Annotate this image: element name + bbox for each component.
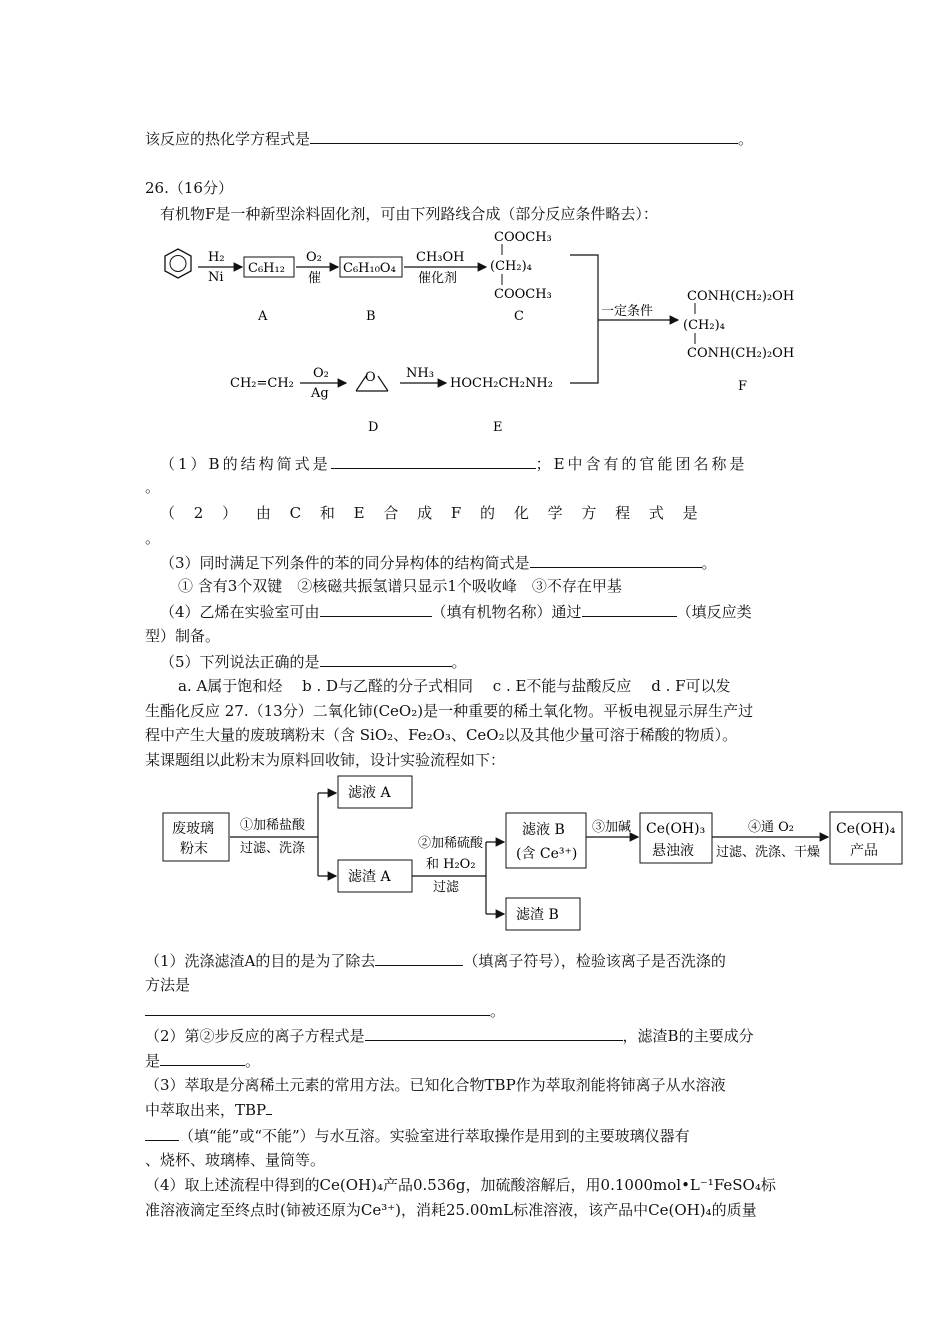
- q27-part3-line3: [145, 1125, 690, 1146]
- process-flow-diagram: [150, 770, 910, 940]
- q27-part1: [145, 950, 726, 971]
- question-text: （1）洗涤滤渣A的目的是为了除去: [145, 952, 376, 970]
- label-d: D: [368, 420, 379, 435]
- reagent-o2: O₂: [306, 250, 322, 265]
- reagent-nh3: NH₃: [406, 366, 434, 381]
- punct: 。: [738, 130, 754, 148]
- q26-options: a. A属于饱和烃 b . D与乙醛的分子式相同 c . E不能与盐酸反应 d . F可以发: [178, 677, 731, 695]
- punct: 。: [145, 529, 161, 547]
- question-text: （1）B的结构简式是: [160, 455, 331, 473]
- reagent-ch3oh: CH₃OH: [416, 250, 465, 265]
- label-b: B: [366, 309, 376, 324]
- epoxide-o-atom: O: [365, 370, 376, 385]
- question-text: ，滤渣B的主要成分: [622, 1027, 754, 1045]
- answer-blank[interactable]: [145, 1000, 490, 1016]
- punct: 。: [451, 653, 467, 671]
- compound-b-formula: C₆H₁₀O₄: [343, 261, 396, 276]
- filtrate-b-note: (含 Ce³⁺): [516, 846, 578, 862]
- compound-f-bot: CONH(CH₂)₂OH: [687, 346, 795, 361]
- q27-part2: [145, 1025, 754, 1046]
- label-e: E: [493, 420, 503, 435]
- answer-blank[interactable]: [310, 128, 738, 144]
- answer-blank[interactable]: [530, 552, 702, 568]
- residue-b-label: 滤渣 B: [516, 907, 559, 923]
- step3-reagent: ③加碱: [592, 820, 632, 835]
- question-text: （5）下列说法正确的是: [160, 653, 320, 671]
- answer-blank[interactable]: [582, 601, 677, 617]
- step2-reagent-2: 和 H₂O₂: [426, 857, 476, 872]
- answer-blank[interactable]: [266, 1099, 272, 1115]
- question-text: （2）第②步反应的离子方程式是: [145, 1027, 365, 1045]
- step2-reagent: ②加稀硫酸: [418, 836, 484, 851]
- synthesis-scheme: [150, 225, 830, 440]
- thermo-equation-line: [145, 128, 753, 149]
- step2-operation: 过滤: [433, 880, 460, 895]
- question-text: （4）乙烯在实验室可由: [160, 603, 320, 621]
- reagent-o2-2: O₂: [313, 366, 329, 381]
- punct: 。: [245, 1052, 261, 1070]
- punct: 。: [490, 1002, 506, 1020]
- punct: 。: [145, 478, 161, 496]
- q27-part3-line1: （3）萃取是分离稀土元素的常用方法。已知化合物TBP作为萃取剂能将铈离子从水溶液: [145, 1076, 726, 1094]
- q26-header: 26.（16分）: [145, 179, 233, 197]
- punct: 。: [701, 554, 717, 572]
- waste-label-2: 粉末: [180, 841, 208, 857]
- answer-blank[interactable]: [160, 1050, 245, 1066]
- reagent-ni: Ni: [208, 270, 224, 285]
- q27-part3-line2: [145, 1099, 272, 1120]
- question-text: （填反应类: [676, 603, 752, 621]
- q27-intro-line2: 程中产生大量的废玻璃粉末（含 SiO₂、Fe₂O₃、CeO₂以及其他少量可溶于稀酸的物质）。: [145, 726, 738, 744]
- question-text: 该反应的热化学方程式是: [145, 130, 311, 148]
- answer-blank[interactable]: [331, 453, 536, 469]
- compound-c-mid: (CH₂)₄: [490, 259, 532, 274]
- compound-f-mid: (CH₂)₄: [683, 318, 725, 333]
- reagent-catalyst: 催化剂: [418, 271, 458, 286]
- residue-a-label: 滤渣 A: [348, 869, 391, 885]
- compound-a-formula: C₆H₁₂: [248, 261, 285, 276]
- product-formula: Ce(OH)₄: [836, 821, 896, 837]
- q26-part2: （ 2 ） 由 C 和 E 合 成 F 的 化 学 方 程 式 是: [160, 504, 700, 522]
- q26-part3: [160, 552, 717, 573]
- label-c: C: [514, 309, 524, 324]
- question-text: （填有机物名称）通过: [431, 603, 582, 621]
- q26-intro: 有机物F是一种新型涂料固化剂，可由下列路线合成（部分反应条件略去）：: [160, 205, 658, 223]
- merge-bracket: [570, 255, 598, 383]
- product-label: 产品: [850, 843, 878, 859]
- reagent-ag: Ag: [311, 386, 329, 401]
- reaction-condition: 一定条件: [601, 304, 654, 319]
- question-text: （填“能”或“不能”）与水互溶。实验室进行萃取操作是用到的主要玻璃仪器有: [179, 1127, 690, 1145]
- question-text: 是: [145, 1052, 161, 1070]
- label-a: A: [258, 309, 268, 324]
- q26-part1: [160, 453, 748, 474]
- compound-e-formula: HOCH₂CH₂NH₂: [450, 376, 553, 391]
- q26-part3-conditions: ① 含有3个双键 ②核磁共振氢谱只显示1个吸收峰 ③不存在甲基: [178, 577, 622, 595]
- q27-part4-line2: 准溶液滴定至终点时(铈被还原为Ce³⁺)，消耗25.00mL标准溶液，该产品中Ce(OH)₄的质量: [145, 1201, 757, 1219]
- question-text: ；E中含有的官能团名称是: [535, 455, 748, 473]
- compound-c-bot: COOCH₃: [494, 287, 552, 302]
- answer-blank[interactable]: [320, 601, 432, 617]
- q27-part4-line1: （4）取上述流程中得到的Ce(OH)₄产品0.536g，加硫酸溶解后，用0.1000mol•L⁻¹FeSO₄标: [145, 1176, 776, 1194]
- q26-part4-cont: 型）制备。: [145, 627, 221, 645]
- q27-part3-line4: 、烧杯、玻璃棒、量筒等。: [145, 1151, 326, 1169]
- question-text: 中萃取出来，TBP: [145, 1101, 267, 1119]
- q27-part2-cont: [145, 1050, 260, 1071]
- question-text: （3）同时满足下列条件的苯的同分异构体的结构简式是: [160, 554, 530, 572]
- filtrate-a-label: 滤液 A: [348, 785, 391, 801]
- step4-operation: 过滤、洗涤、干燥: [716, 845, 821, 860]
- benzene-ring-icon: [165, 249, 191, 278]
- filtrate-b-label: 滤液 B: [522, 822, 565, 838]
- ethylene-formula: CH₂=CH₂: [230, 376, 294, 391]
- compound-c-top: COOCH₃: [494, 230, 552, 245]
- answer-blank[interactable]: [320, 651, 452, 667]
- q27-part1-cont: 方法是: [145, 976, 191, 994]
- q27-part1-answer-line: [145, 1000, 505, 1021]
- waste-label-1: 废玻璃: [172, 821, 214, 837]
- reagent-h2: H₂: [208, 250, 225, 265]
- label-f: F: [738, 379, 748, 394]
- question-text: （填离子符号），检验该离子是否洗涤的: [463, 952, 726, 970]
- q27-intro-line1: 生酯化反应 27.（13分）二氧化铈(CeO₂)是一种重要的稀土氧化物。平板电视显示屏生产过: [145, 702, 754, 720]
- answer-blank[interactable]: [375, 950, 463, 966]
- answer-blank[interactable]: [145, 1125, 179, 1141]
- compound-f-top: CONH(CH₂)₂OH: [687, 289, 795, 304]
- q26-part5: [160, 651, 467, 672]
- suspension-formula: Ce(OH)₃: [646, 821, 706, 837]
- q27-intro-line3: 某课题组以此粉末为原料回收铈，设计实验流程如下：: [145, 751, 506, 769]
- step1-reagent: ①加稀盐酸: [240, 818, 306, 833]
- answer-blank[interactable]: [365, 1025, 623, 1041]
- step4-reagent: ④通 O₂: [748, 820, 795, 835]
- suspension-label: 悬浊液: [652, 843, 694, 859]
- q26-part4: [160, 601, 752, 622]
- step1-operation: 过滤、洗涤: [240, 841, 306, 856]
- reagent-cui: 催: [308, 271, 322, 286]
